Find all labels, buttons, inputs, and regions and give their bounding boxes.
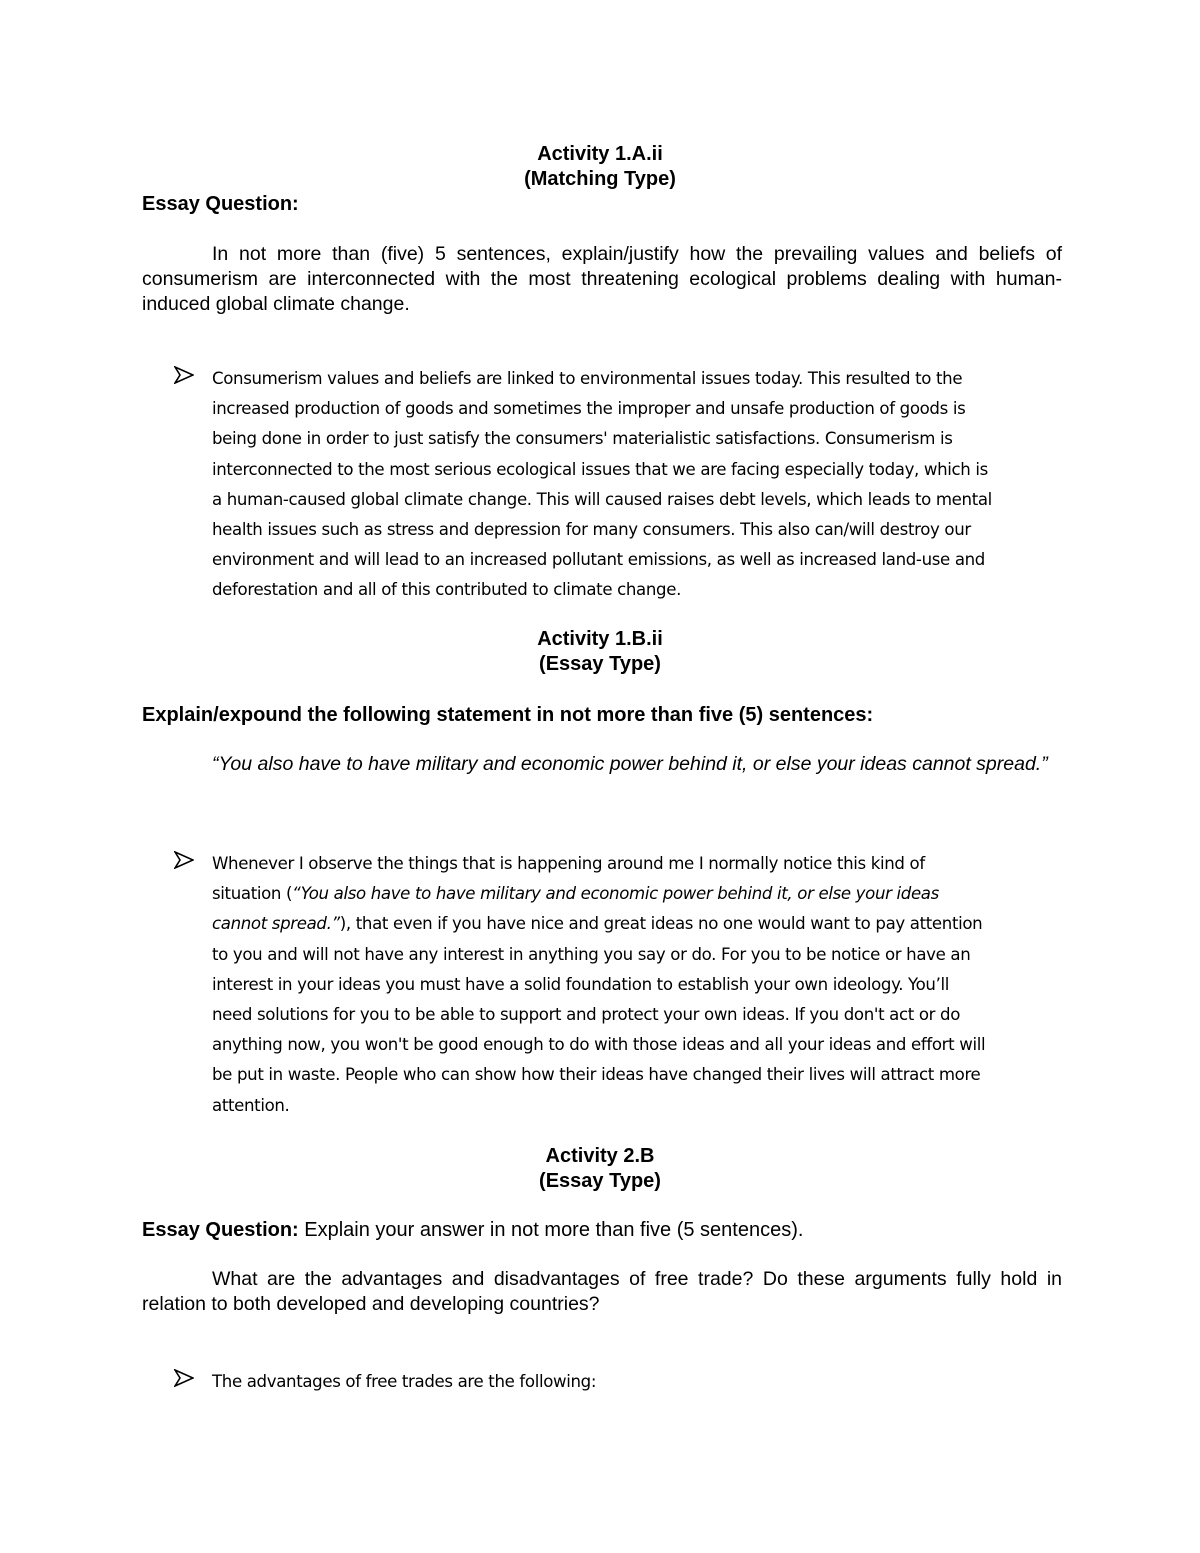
activity3-title: Activity 2.B [545,1145,655,1167]
activity1-subtitle: (Matching Type) [524,168,676,190]
arrowhead-bullet-icon [174,1367,194,1397]
answer-line: The advantages of free trades are the following: [212,1372,597,1391]
answer-line: deforestation and all of this contributed to climate change. [212,580,682,600]
activity1-question: In not more than (five) 5 sentences, explain/justify how the prevailing values and beliefs of consumerism are interconnected with the most threatening ecological problems dealing with human-induced global climate change. [142,243,1062,315]
answer-text: ), that even if you have nice and great ideas no one would want to pay attention [339,914,983,934]
answer-line: attention. [212,1095,290,1115]
answer-line [212,909,1058,939]
answer-line: environment and will lead to an increased pollutant emissions, as well as increased land-use and [212,550,985,570]
activity2-answer [212,849,1058,1121]
answer-line: to you and will not have any interest in anything you say or do. For you to be notice or have an [212,944,971,964]
answer-line [212,879,1058,909]
activity3-subtitle: (Essay Type) [539,1170,661,1192]
answer-line: interconnected to the most serious ecological issues that we are facing especially today, which is [212,459,988,479]
answer-line: being done in order to just satisfy the consumers' materialistic satisfactions. Consumerism is [212,429,953,449]
activity1-title: Activity 1.A.ii [537,143,663,165]
answer-line: increased production of goods and sometimes the improper and unsafe production of goods is [212,399,966,419]
answer-line: be put in waste. People who can show how their ideas have changed their lives will attract more [212,1065,981,1085]
activity2-subtitle: (Essay Type) [539,653,661,675]
activity2-label [142,703,1062,728]
essay-question-label: Essay Question: [142,1219,299,1241]
answer-line: a human-caused global climate change. This will caused raises debt levels, which leads to mental [212,489,992,509]
activity3-label [142,1218,1062,1243]
answer-line: Consumerism values and beliefs are linked to environmental issues today. This resulted to the [212,369,963,388]
instruction-text: Explain your answer in not more than five (5 sentences). [298,1219,804,1241]
quoted-text: cannot spread.” [212,914,340,934]
arrowhead-bullet-icon [174,364,194,394]
answer-line: health issues such as stress and depression for many consumers. This also can/will destroy our [212,520,971,540]
activity2-quote: “You also have to have military and economic power behind it, or else your ideas cannot spread.” [212,753,1048,775]
answer-line: Whenever I observe the things that is happening around me I normally notice this kind of [212,854,925,873]
activity3-answer [212,1367,1058,1397]
arrowhead-bullet-icon [174,849,194,879]
activity2-title: Activity 1.B.ii [537,628,663,650]
quoted-text: “You also have to have military and economic power behind it, or else your ideas [292,884,939,904]
answer-line: interest in your ideas you must have a solid foundation to establish your own ideology. You’ll [212,974,950,994]
activity1-answer [212,364,1058,606]
answer-line: need solutions for you to be able to support and protect your own ideas. If you don't act or do [212,1005,961,1025]
activity3-question: What are the advantages and disadvantages of free trade? Do these arguments fully hold in relation to both developed and developing countries? [142,1268,1062,1315]
instruction-label: Explain/expound the following statement in not more than five (5) sentences: [142,704,874,726]
essay-question-label: Essay Question: [142,193,299,215]
answer-line: anything now, you won't be good enough to do with those ideas and all your ideas and effort will [212,1035,986,1055]
answer-text: situation ( [212,884,293,904]
activity1-label [142,192,1062,217]
